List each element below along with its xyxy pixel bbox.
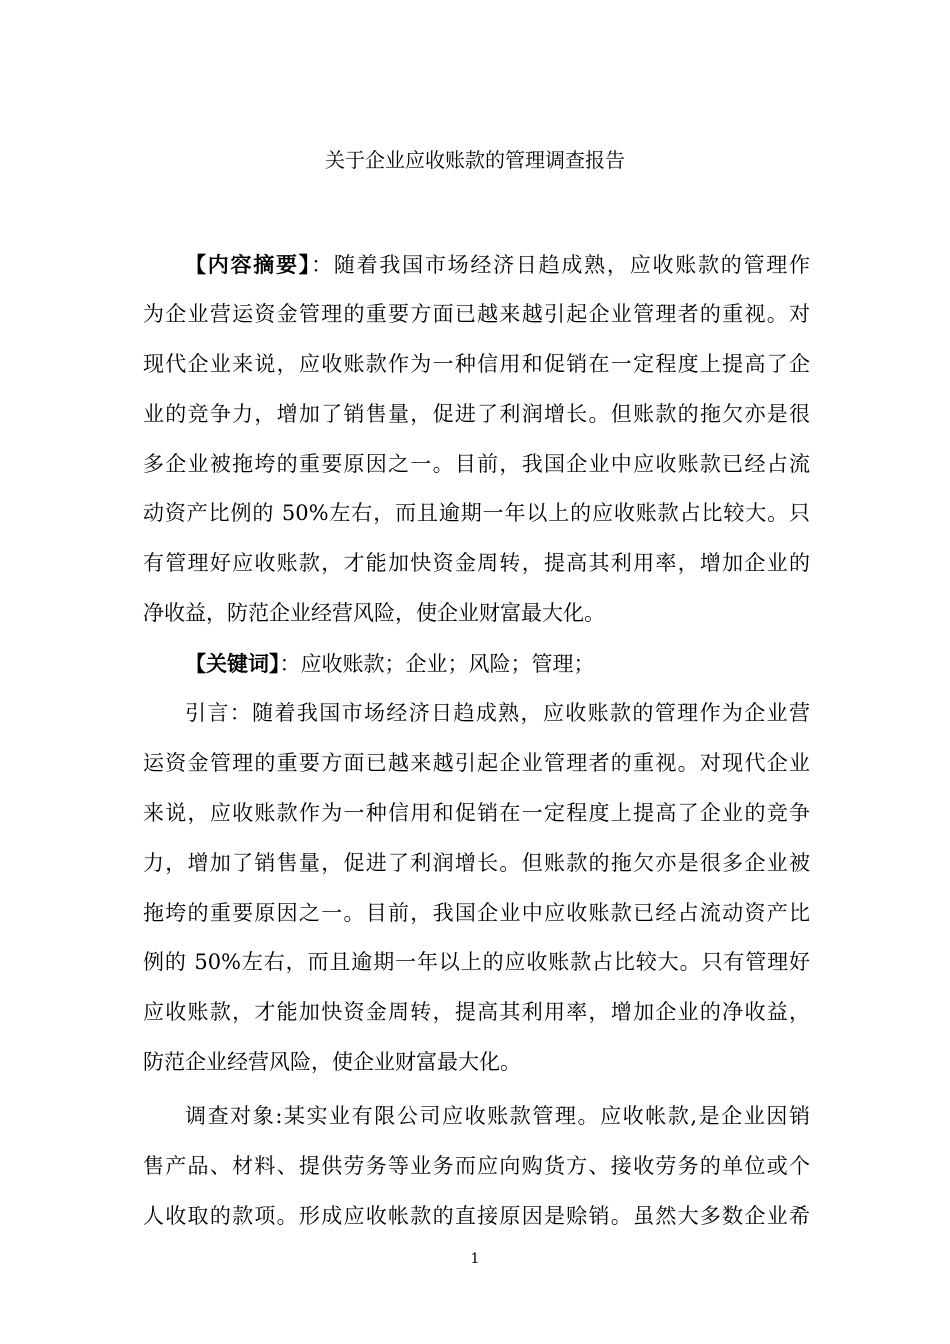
- intro-line: 引言：随着我国市场经济日趋成熟，应收账款的管理作为企业营: [185, 701, 810, 726]
- intro-line: 应收账款，才能加快资金周转，提高其利用率，增加企业的净收益，: [143, 1000, 810, 1025]
- intro-line: 力，增加了销售量，促进了利润增长。但账款的拖欠亦是很多企业被: [143, 850, 810, 875]
- subject-line: 售产品、材料、提供劳务等业务而应向购货方、接收劳务的单位或个: [143, 1154, 810, 1179]
- keywords-text: ：应收账款；企业；风险；管理；: [279, 652, 595, 677]
- abstract-line: 为企业营运资金管理的重要方面已越来越引起企业管理者的重视。对: [143, 301, 810, 326]
- abstract-paragraph: [143, 240, 810, 639]
- intro-line: 例的 50%左右，而且逾期一年以上的应收账款占比较大。只有管理好: [143, 950, 810, 975]
- abstract-line-text: ：随着我国市场经济日趋成熟，应收账款的管理作: [311, 253, 811, 277]
- subject-line: 人收取的款项。形成应收帐款的直接原因是赊销。虽然大多数企业希: [143, 1203, 810, 1228]
- intro-line: 来说，应收账款作为一种信用和促销在一定程度上提高了企业的竞争: [143, 800, 810, 825]
- abstract-line: 净收益，防范企业经营风险，使企业财富最大化。: [143, 601, 605, 626]
- subject-line: 调查对象:某实业有限公司应收账款管理。应收帐款,是企业因销: [185, 1104, 810, 1129]
- abstract-line: 多企业被拖垮的重要原因之一。目前，我国企业中应收账款已经占流: [143, 451, 810, 476]
- intro-line: 防范企业经营风险，使企业财富最大化。: [143, 1050, 521, 1075]
- abstract-line: 现代企业来说，应收账款作为一种信用和促销在一定程度上提高了企: [143, 351, 810, 376]
- abstract-line: 业的竞争力，增加了销售量，促进了利润增长。但账款的拖欠亦是很: [143, 401, 810, 426]
- document-title: 关于企业应收账款的管理调查报告: [325, 148, 625, 172]
- keywords-label: 【关键词】: [185, 651, 280, 677]
- abstract-line: 有管理好应收账款，才能加快资金周转，提高其利用率，增加企业的: [143, 551, 810, 576]
- document-body: [143, 240, 810, 1242]
- intro-line: 运资金管理的重要方面已越来越引起企业管理者的重视。对现代企业: [143, 750, 810, 775]
- abstract-line: [143, 240, 810, 290]
- subject-paragraph: [143, 1092, 810, 1242]
- abstract-line: 动资产比例的 50%左右，而且逾期一年以上的应收账款占比较大。只: [143, 501, 810, 526]
- intro-paragraph: [143, 689, 810, 1088]
- page-number: 1: [470, 1251, 480, 1267]
- intro-line: 拖垮的重要原因之一。目前，我国企业中应收账款已经占流动资产比: [143, 900, 810, 925]
- abstract-label: 【内容摘要】: [185, 252, 312, 277]
- keywords-line: [143, 639, 810, 689]
